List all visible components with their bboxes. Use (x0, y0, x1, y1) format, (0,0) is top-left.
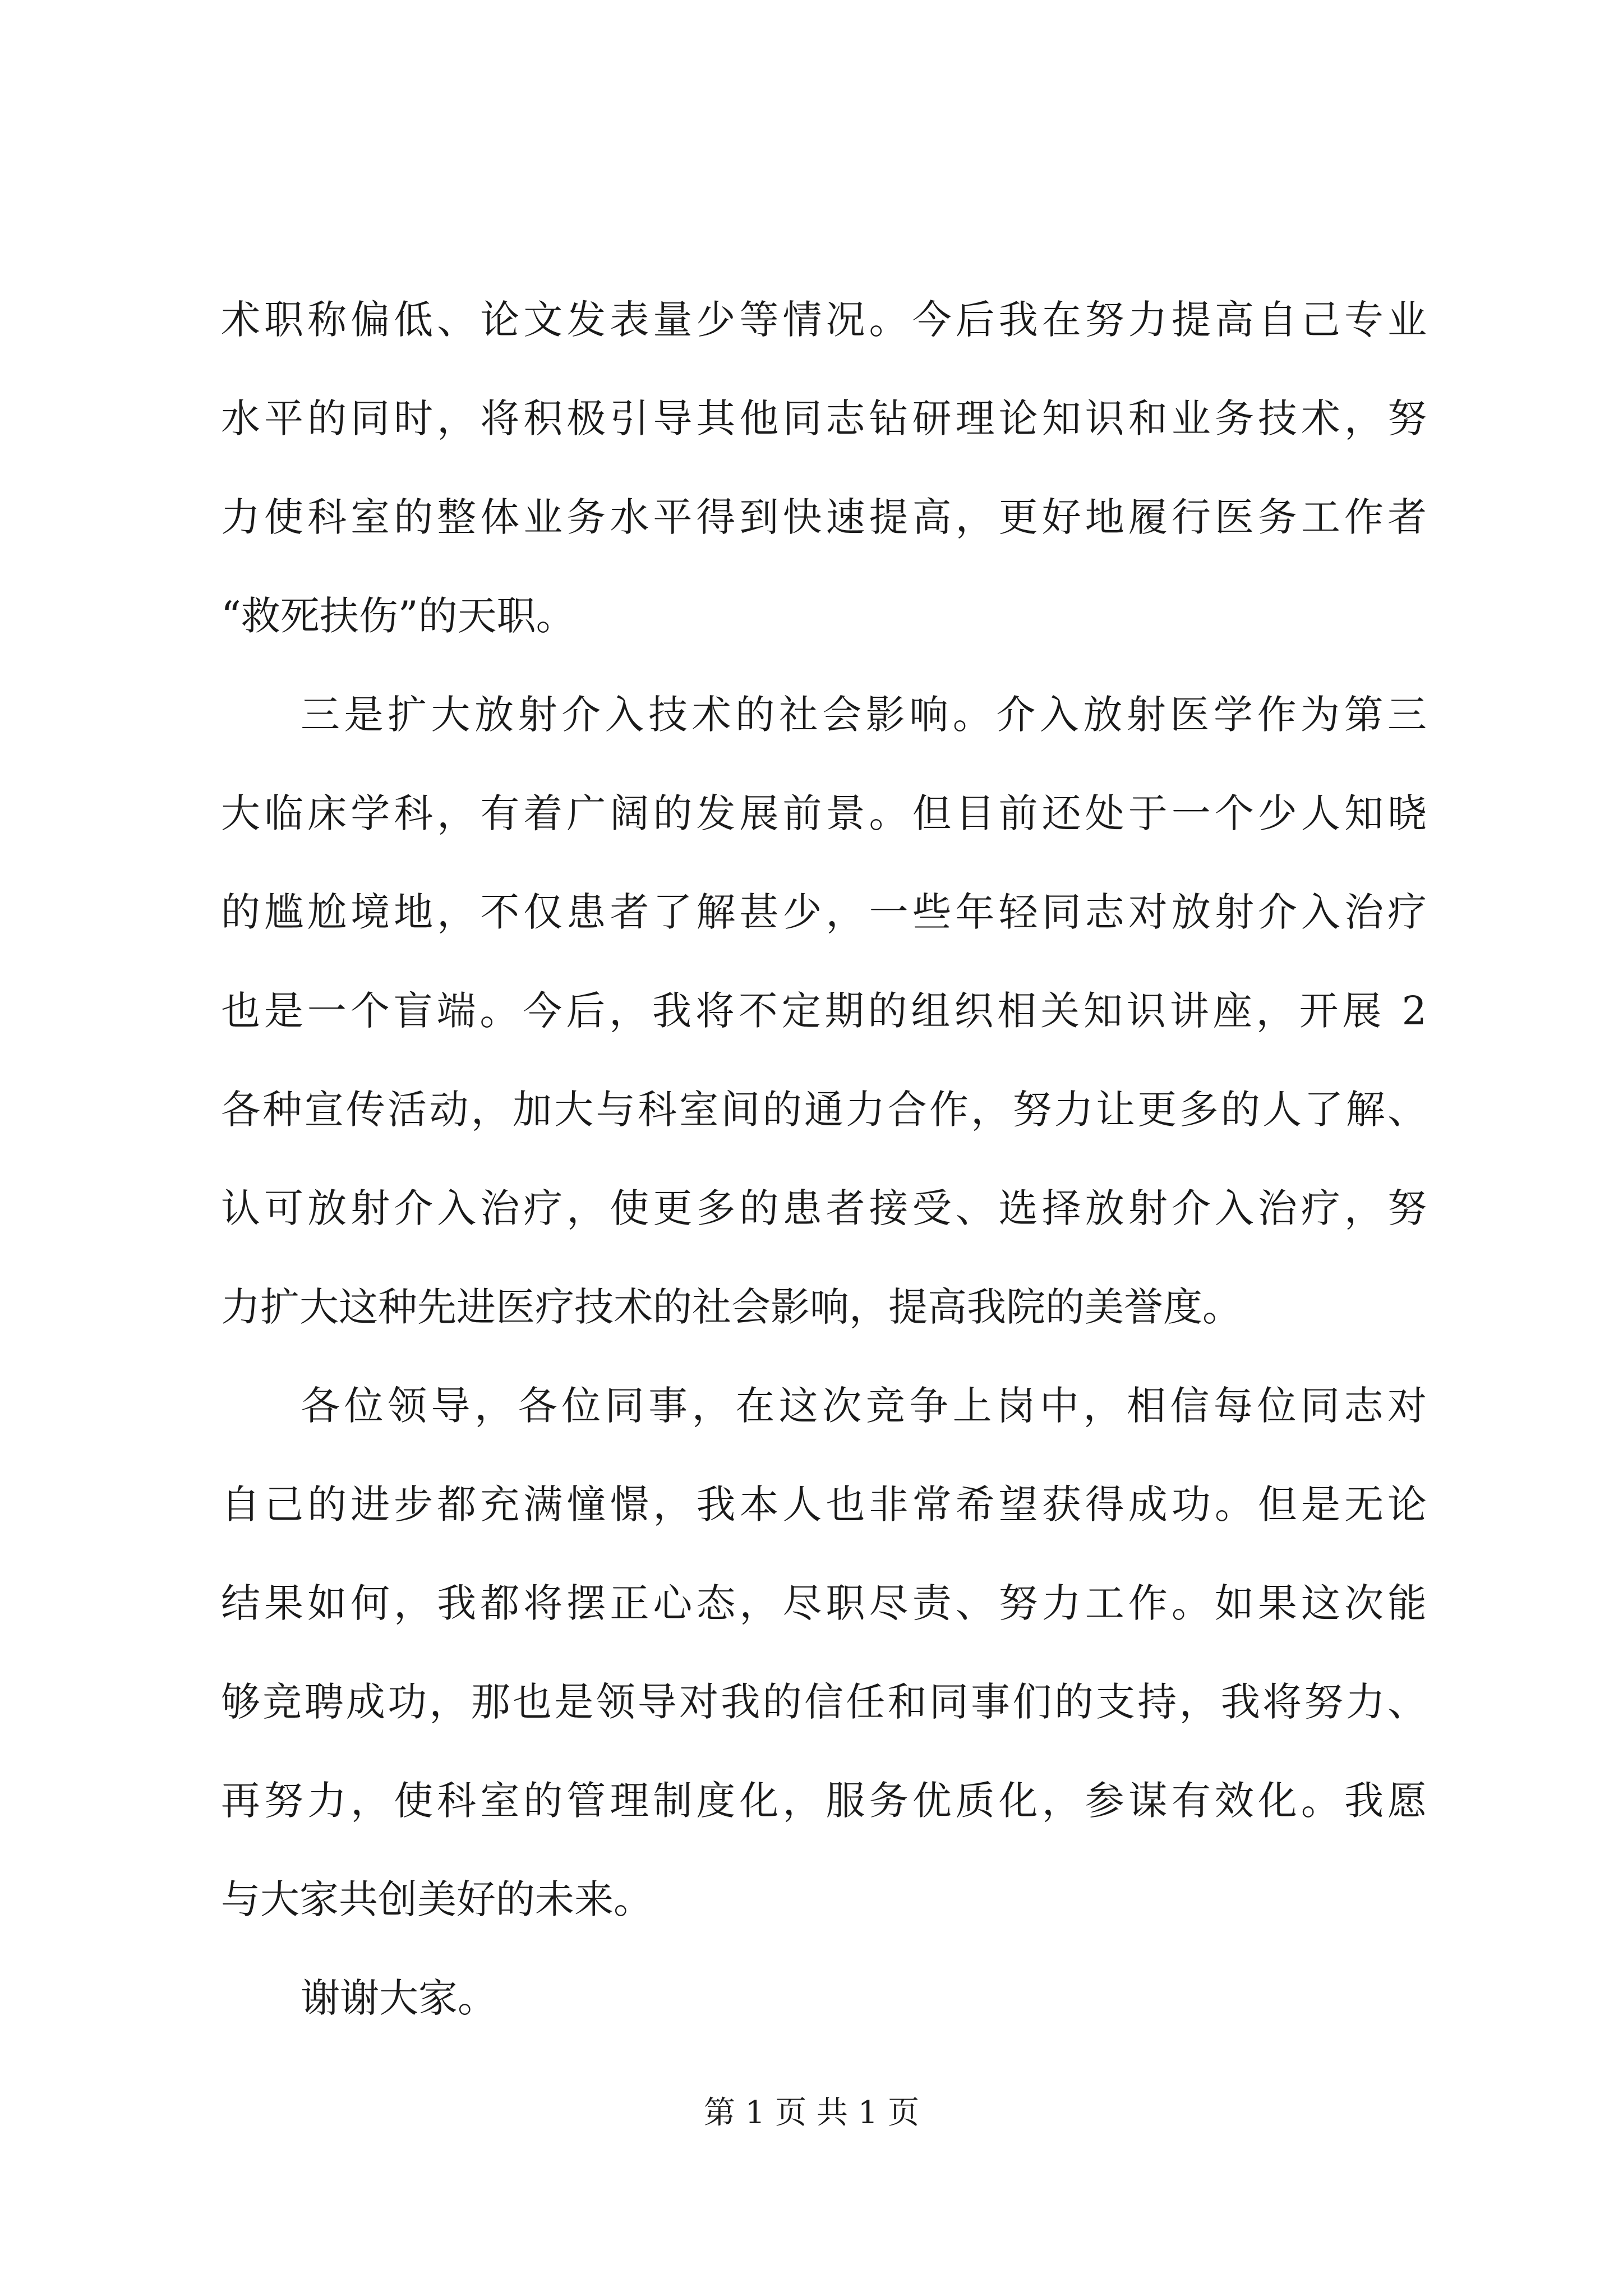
text-line: 力扩大这种先进医疗技术的社会影响，提高我院的美誉度。 (221, 1284, 1242, 1330)
text-line: 认可放射介入治疗，使更多的患者接受、选择放射介入治疗，努 (221, 1185, 1427, 1231)
text-line: 各种宣传活动，加大与科室间的通力合作，努力让更多的人了解、 (221, 1087, 1427, 1133)
paragraph-3 (221, 1356, 1427, 1949)
paragraph-1 (221, 270, 1427, 665)
text-line: 大临床学科，有着广阔的发展前景。但目前还处于一个少人知晓 (221, 790, 1427, 836)
paragraph-4 (221, 1949, 1427, 2047)
text-line: 术职称偏低、论文发表量少等情况。今后我在努力提高自己专业 (221, 297, 1427, 343)
text-line: 结果如何，我都将摆正心态，尽职尽责、努力工作。如果这次能 (221, 1580, 1427, 1626)
text-line: 的尴尬境地，不仅患者了解甚少，一些年轻同志对放射介入治疗 (221, 889, 1427, 935)
text-line: “救死扶伤”的天职。 (221, 593, 575, 639)
page-number-footer: 第 1 页 共 1 页 (703, 2095, 920, 2131)
text-line: 力使科室的整体业务水平得到快速提高，更好地履行医务工作者 (221, 494, 1427, 540)
text-line: 与大家共创美好的未来。 (221, 1876, 653, 1922)
text-line: 谢谢大家。 (301, 1975, 497, 2021)
text-line: 各位领导，各位同事，在这次竞争上岗中，相信每位同志对 (301, 1383, 1427, 1429)
text-line: 够竞聘成功，那也是领导对我的信任和同事们的支持，我将努力、 (221, 1679, 1427, 1725)
document-body (221, 270, 1427, 2047)
text-line: 也是一个盲端。今后，我将不定期的组织相关知识讲座，开展 2 (221, 988, 1427, 1034)
text-line: 再努力，使科室的管理制度化，服务优质化，参谋有效化。我愿 (221, 1778, 1427, 1824)
paragraph-2 (221, 665, 1427, 1356)
text-line: 三是扩大放射介入技术的社会影响。介入放射医学作为第三 (301, 692, 1427, 738)
text-line: 自己的进步都充满憧憬，我本人也非常希望获得成功。但是无论 (221, 1481, 1427, 1527)
text-line: 水平的同时，将积极引导其他同志钻研理论知识和业务技术，努 (221, 395, 1427, 441)
